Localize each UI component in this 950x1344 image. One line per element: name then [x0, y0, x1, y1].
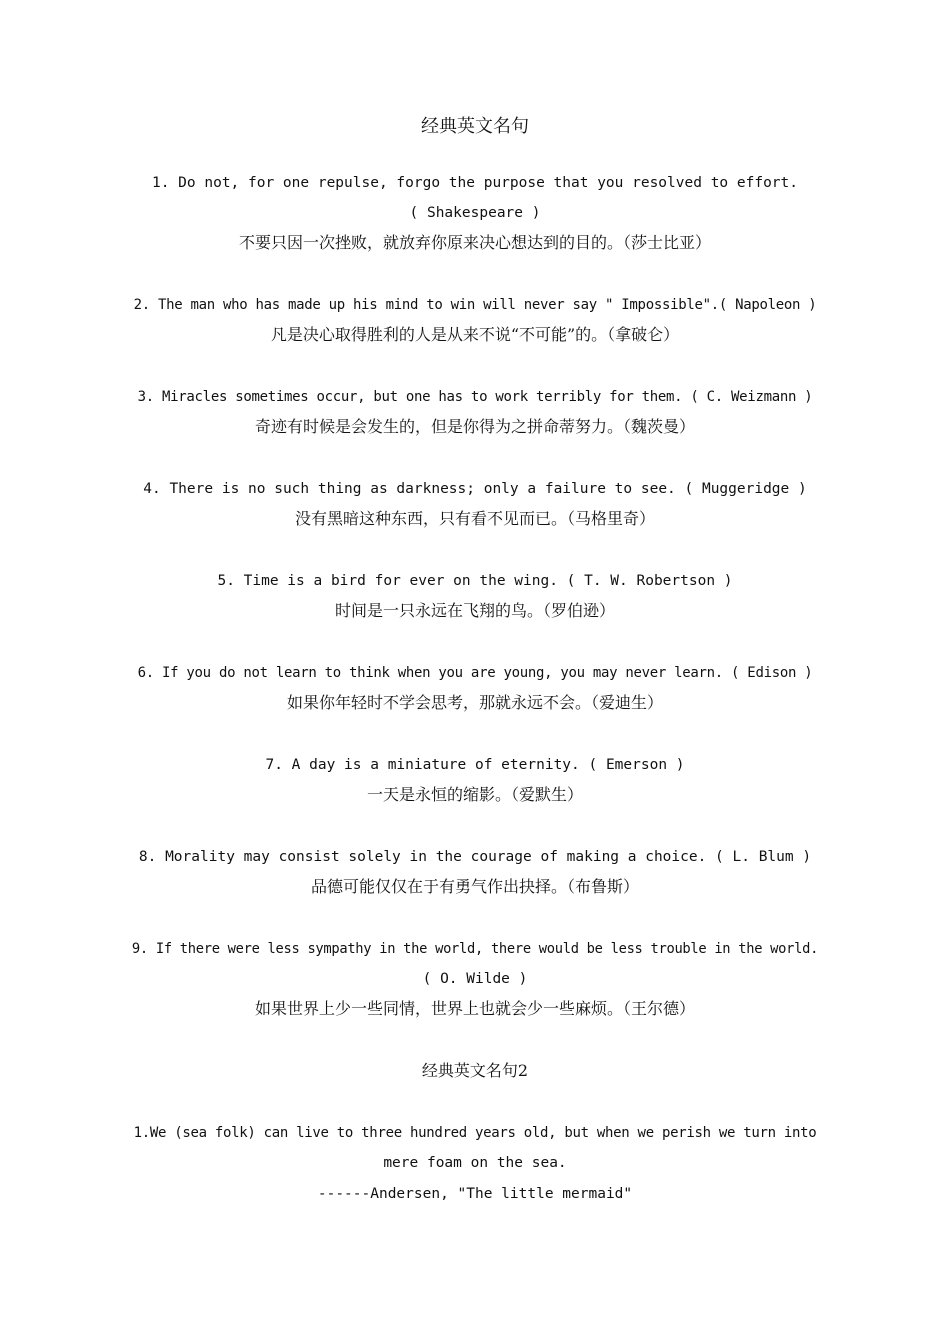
section-2-quote-1-attribution: ------Andersen, "The little mermaid"	[317, 1186, 633, 1202]
quote-4-english: 4. There is no such thing as darkness; only a failure to see. ( Muggeridge )	[143, 481, 807, 497]
quote-7-english: 7. A day is a miniature of eternity. ( Emerson )	[265, 757, 685, 773]
quote-2-english: 2. The man who has made up his mind to win will never say " Impossible".( Napoleon )	[133, 297, 817, 313]
quote-5-chinese: 时间是一只永远在飞翔的鸟。（罗伯逊）	[334, 601, 615, 620]
section-2-title: 经典英文名句2	[421, 1061, 529, 1080]
document-title: 经典英文名句	[421, 116, 529, 137]
quote-1-english-line-2: ( Shakespeare )	[409, 205, 541, 221]
quote-1-english-line-1: 1. Do not, for one repulse, forgo the purpose that you resolved to effort.	[151, 175, 798, 191]
quote-8-english: 8. Morality may consist solely in the courage of making a choice. ( L. Blum )	[138, 849, 812, 865]
section-2-quote-1-line-1: 1.We (sea folk) can live to three hundred years old, but when we perish we turn into	[133, 1125, 817, 1141]
quote-2-chinese: 凡是决心取得胜利的人是从来不说“不可能”的。（拿破仑）	[270, 325, 680, 344]
quote-9-english-line-2: ( O. Wilde )	[422, 971, 528, 987]
quote-6-chinese: 如果你年轻时不学会思考，那就永远不会。（爱迪生）	[286, 693, 663, 712]
quote-8-chinese: 品德可能仅仅在于有勇气作出抉择。（布鲁斯）	[310, 877, 639, 896]
section-2-quote-1-line-2: mere foam on the sea.	[383, 1155, 567, 1171]
quote-4-chinese: 没有黑暗这种东西，只有看不见而已。（马格里奇）	[294, 509, 655, 528]
quote-7-chinese: 一天是永恒的缩影。（爱默生）	[366, 785, 583, 804]
quote-9-chinese: 如果世界上少一些同情，世界上也就会少一些麻烦。（王尔德）	[254, 999, 695, 1018]
quote-1-chinese: 不要只因一次挫败，就放弃你原来决心想达到的目的。（莎士比亚）	[238, 233, 711, 252]
quote-3-english: 3. Miracles sometimes occur, but one has to work terribly for them. ( C. Weizmann )	[137, 389, 813, 405]
quote-3-chinese: 奇迹有时候是会发生的，但是你得为之拼命蒂努力。（魏茨曼）	[254, 417, 695, 436]
quote-6-english: 6. If you do not learn to think when you are young, you may never learn. ( Edison )	[137, 665, 813, 681]
quote-9-english-line-1: 9. If there were less sympathy in the world, there would be less trouble in the world.	[131, 941, 819, 957]
quote-5-english: 5. Time is a bird for ever on the wing. ( T. W. Robertson )	[217, 573, 733, 589]
